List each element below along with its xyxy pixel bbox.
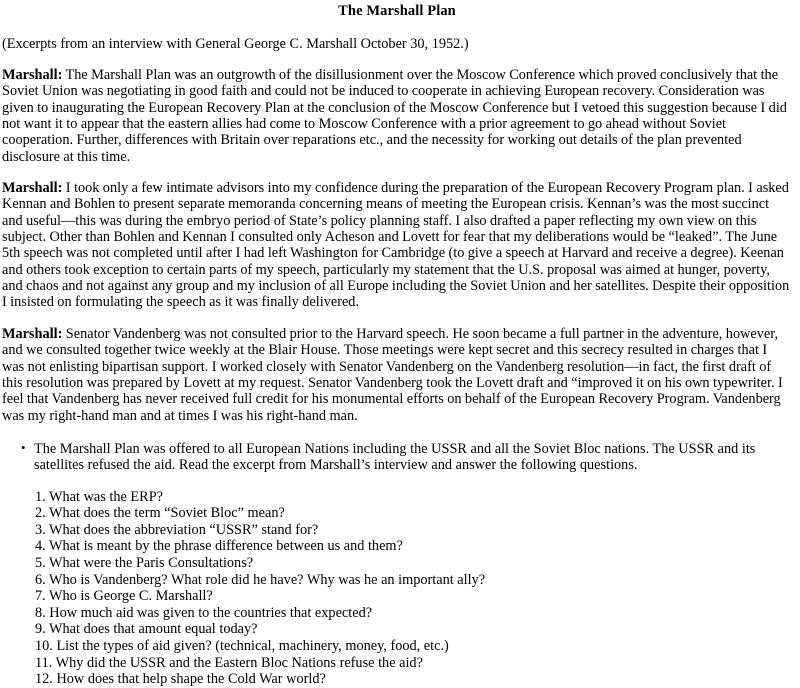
- transcript-text-2: I took only a few intimate advisors into my confidence during the preparation of the European Recovery Program plan. I asked Kennan and Bohlen to present separate memoranda concerning means of meeting the European crisis. Kennan’s was the most succinct and useful—this was during the embryo period of State’s policy planning staff. I also drafted a paper reflecting my own view on this subject. Other than Bohlen and Kennan I consulted only Acheson and Lovett for fear that my deliberations would be “leaked”. The June 5th speech was not completed until after I had left Washington for Cambridge (to give a speech at Harvard and receive a degree). Keenan and others took exception to certain parts of my speech, particularly my statement that the U.S. proposal was aimed at hunger, poverty, and chaos and not against any group and my inclusion of all Europe including the Soviet Union and her satellites. Despite their opposition I insisted on formulating the speech as it was finally delivered.: [2, 180, 790, 311]
- document-page: [0, 3, 800, 688]
- question-list: [2, 489, 792, 688]
- source-attribution-line: (Excerpts from an interview with General George C. Marshall October 30, 1952.): [2, 36, 469, 52]
- transcript-text-3: Senator Vandenberg was not consulted prior to the Harvard speech. He soon became a full partner in the adventure, however, and we consulted together twice weekly at the Blair House. Those meetings were kept secret and this secrecy resulted in charges that I was not enlisting bipartisan support. I worked closely with Senator Vandenberg on the Vandenberg resolution—in fact, the first draft of this resolution was prepared by Lovett at my request. Senator Vandenberg took the Lovett draft and “improved it on his own typewriter. I feel that Vandenberg has never received full credit for his monumental efforts on behalf of the European Recovery Program. Vandenberg was my right-hand man and at times I was his right-hand man.: [2, 325, 783, 424]
- instruction-bullet-item: • The Marshall Plan was offered to all European Nations including the USSR and all the Soviet Bloc nations. The USSR and its satellites refused the aid. Read the excerpt from Marshall’s interview and answer the following questions.: [2, 441, 792, 474]
- question-item-4: 4. What is meant by the phrase difference between us and them?: [35, 538, 403, 555]
- speaker-label-1: Marshall:: [2, 67, 63, 83]
- speaker-label-3: Marshall:: [2, 325, 63, 342]
- question-item-9: 9. What does that amount equal today?: [35, 621, 258, 638]
- transcript-paragraph-3: [2, 326, 792, 424]
- transcript-paragraph-2: [2, 180, 792, 311]
- question-item-2: 2. What does the term “Soviet Bloc” mean?: [35, 505, 285, 522]
- question-item-5: 5. What were the Paris Consultations?: [35, 554, 254, 571]
- speaker-label-2: Marshall:: [2, 180, 63, 197]
- question-item-3: 3. What does the abbreviation “USSR” stand for?: [35, 521, 319, 538]
- question-item-6: 6. Who is Vandenberg? What role did he have? Why was he an important ally?: [35, 571, 486, 588]
- question-item-7: 7. Who is George C. Marshall?: [35, 588, 213, 605]
- question-item-12: 12. How does that help shape the Cold War world?: [35, 671, 326, 688]
- instruction-bullet-list: [2, 441, 792, 474]
- transcript-paragraph-1: [2, 67, 792, 165]
- question-item-10: 10. List the types of aid given? (technical, machinery, money, food, etc.): [35, 637, 449, 654]
- question-item-1: 1. What was the ERP?: [35, 488, 163, 505]
- question-item-11: 11. Why did the USSR and the Eastern Bloc Nations refuse the aid?: [35, 654, 423, 671]
- question-item-8: 8. How much aid was given to the countries that expected?: [35, 604, 373, 621]
- transcript-text-1: The Marshall Plan was an outgrowth of the disillusionment over the Moscow Conference which proved conclusively that the Soviet Union was negotiating in good faith and could not be induced to cooperate in achieving European recovery. Consideration was given to inaugurating the European Recovery Plan at the conclusion of the Moscow Conference but I vetoed this suggestion because I did not want it to appear that the eastern allies had come to Moscow Conference with a prior agreement to go ahead without Soviet cooperation. Further, differences with Britain over reparations etc., and the necessity for working out details of the plan prevented disclosure at this time.: [2, 67, 787, 165]
- page-title: The Marshall Plan: [338, 3, 456, 19]
